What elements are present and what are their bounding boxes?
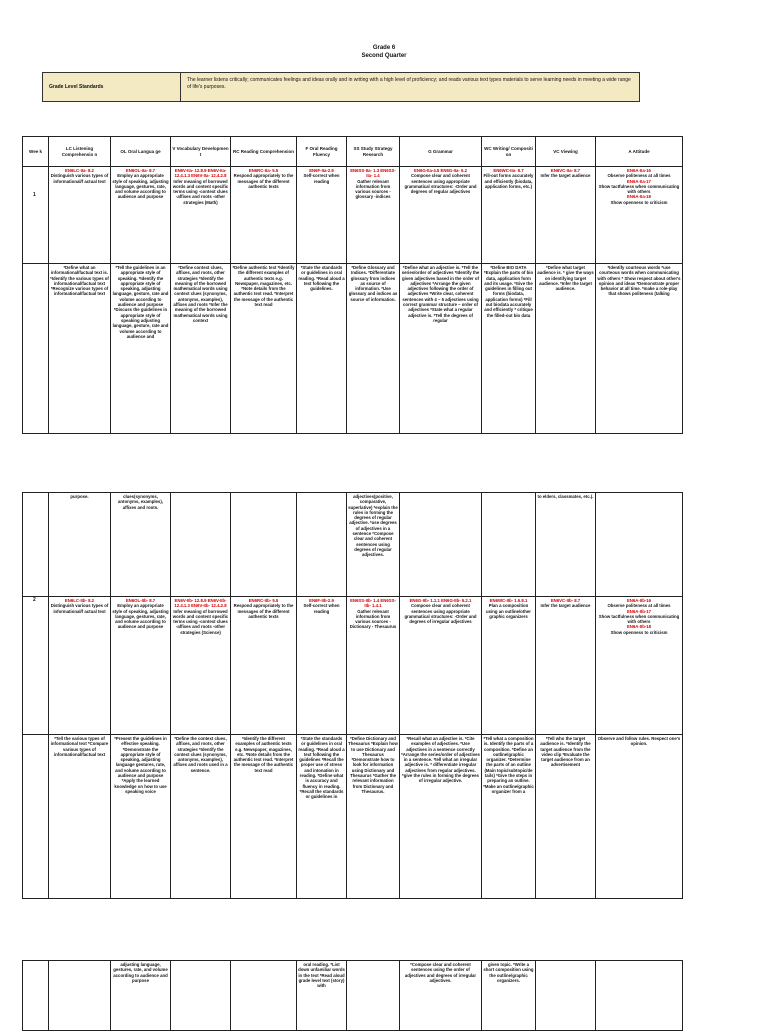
cell-text: Distinguish various types of informational/f actual text <box>50 173 109 184</box>
table-cell <box>111 167 171 264</box>
table-cell: Observe and follow rules. Respect one's opinion. <box>596 735 683 899</box>
competency-code: EN6G-IIa-4.5 EN6G-IIa- 5.2 <box>413 168 467 173</box>
table-cell <box>596 167 683 264</box>
col-a: A Attitude <box>596 137 683 167</box>
objectives-row <box>23 735 683 899</box>
competency-row <box>23 167 683 264</box>
cell-text: Compose clear and coherent sentences using appropriate grammatical structures: -Order and degrees of irregular adjectives <box>404 603 477 625</box>
table-cell: *Tell the various types of informational text *Compare various types of informational/factual text <box>49 735 111 899</box>
table-cell <box>297 597 347 735</box>
table-cell <box>49 597 111 735</box>
quarter-title: Second Quarter <box>361 53 407 59</box>
table-cell <box>482 493 536 597</box>
table-cell: *Define what an adjective is. *Tell the series/order of adjectives *Identify the given adjectives based in the order of adjectives *Arrange the given adjectives following the order of adjectives *Write clear, coherent sentences with 4 – 5 adjectives using correct grammar structure – order of adjectives *State what a regular adjective is. *Tell the degrees of regular <box>400 264 482 434</box>
cell-text: Gather relevant information from various sources -glossary -indices <box>355 178 391 200</box>
col-v: V Vocabulary Developmen t <box>171 137 231 167</box>
table-cell <box>400 493 482 597</box>
table-cell: *Define the context clues, affixes, and roots, other strategies *Identify the context clues (synonyms, antonyms, examples), affixes and roots used in a sentence. <box>171 735 231 899</box>
table-cell <box>23 264 49 434</box>
table-cell: *State the standards or guidelines in oral reading. *Read aloud a text following the guidelines. <box>297 264 347 434</box>
table-cell: *Define authentic text *Identify the different examples of authentic texts e.g. Newspaper, magazines, etc. *Note details from the authentic text read. *Interpret the message of the authentic text read <box>231 264 297 434</box>
table-cell <box>23 735 49 899</box>
table-cell <box>231 961 297 1031</box>
competency-code: EN6OL-IIa- 8.7 <box>125 168 156 173</box>
cell-text: Employ an appropriate style of speaking, adjusting language, gestures, rate, and volume according to audience and purpose <box>112 173 169 200</box>
competency-code: EN6A-IIa-18 <box>627 194 651 200</box>
cell-text: Self-correct when reading <box>303 603 340 614</box>
table-cell: *State the standards or guidelines in oral reading. *Read aloud a text following the guidelines *Recall the proper use of stress and intonation in reading. *Define what is accuracy and fluency in reading. *Recall the standards or guidelines in <box>297 735 347 899</box>
competency-code: EN6A-IIb-17 <box>626 608 652 614</box>
objectives-row <box>23 264 683 434</box>
cell-text: Fill-out forms accurately and efficiently (biodata, application forms, etc.) <box>483 173 534 189</box>
table-cell <box>49 167 111 264</box>
table-cell: *Define Glossary and Indices. *Differentiate glossary from indices as source of information. *Use glossary and indices as source of information. <box>347 264 400 434</box>
table-cell <box>111 597 171 735</box>
continuation-row <box>23 961 683 1031</box>
competency-code: EN6WC-IIa- 8.7 <box>493 168 524 173</box>
competency-row <box>23 597 683 735</box>
table-cell <box>23 961 49 1031</box>
competency-code: EN6OL-IIb- 8.7 <box>125 598 156 603</box>
competency-code: EN6A-IIb-16 <box>626 598 652 603</box>
cell-text: Compose clear and coherent sentences using appropriate grammatical structures: -Order and degrees of regular adjectives <box>404 173 477 195</box>
standards-label: Grade Level Standards <box>43 73 181 101</box>
competency-code: EN6F-IIb-2.9 <box>309 598 334 603</box>
table-cell: adjusting language, gestures, rate, and volume according to audience and purpose <box>111 961 171 1031</box>
table-cell: given topic. *Write a short composition using the outline/graphic organizers. <box>482 961 536 1031</box>
competency-code: EN6WC-IIb- 1.6.8.1 <box>489 598 528 603</box>
competency-code: EN6SS-IIa- 1.3 EN6SS-IIa- 1.4 <box>350 168 396 179</box>
col-lc: LC Listening Comprehensio n <box>49 137 111 167</box>
table-cell <box>400 597 482 735</box>
table-cell <box>482 597 536 735</box>
col-f: F Oral Reading Fluency <box>297 137 347 167</box>
cell-text: Employ an appropriate style of speaking, adjusting language, gestures, rate, and volume according to audience and purpose <box>112 603 169 630</box>
table-cell <box>400 167 482 264</box>
cell-text: Self-correct when reading <box>303 173 340 184</box>
cell-text: Show openness to criticism <box>610 629 668 635</box>
competency-code: EN6RC-IIa- 5.5 <box>248 168 279 173</box>
curriculum-table-cont <box>22 960 683 1031</box>
col-ol: OL Oral Langua ge <box>111 137 171 167</box>
week-number: 2 <box>23 597 49 735</box>
curriculum-table-week2 <box>22 492 683 899</box>
table-cell <box>171 961 231 1031</box>
table-cell: purpose. <box>49 493 111 597</box>
cell-text: Infer the target audience <box>540 603 591 609</box>
competency-code: EN6LC-IIa- 8.2 <box>65 168 94 173</box>
cell-text: Show tactfulness when communicating with others <box>598 613 680 625</box>
grade-title: Grade 6 <box>372 45 396 51</box>
table-cell <box>536 167 596 264</box>
cell-text: Respond appropriately to the messages of the different authentic texts <box>233 603 294 619</box>
table-cell: *Compose clear and coherent sentences using the order of adjectives and degrees of irregular adjectives. <box>400 961 482 1031</box>
competency-code: EN6SS-IIb- 1.4 EN6SS-IIb- 1.4.1 <box>350 598 396 609</box>
col-g: G Grammar <box>400 137 482 167</box>
cell-text: Respond appropriately to the messages of the different authentic texts <box>233 173 294 189</box>
col-ss: SS Study Strategy Research <box>347 137 400 167</box>
table-cell: *Identify the different examples of authentic texts e.g. Newspaper, magazines, etc. *Note details from the authentic text read. *Interpret the message of the authentic text read <box>231 735 297 899</box>
table-cell: *Tell who the target audience is. *Identify the target audience from the video clip *Evaluate the target audience from an advertisement <box>536 735 596 899</box>
table-cell: *Recall what an adjective is. *Cite examples of adjectives. *Use adjectives in a sentence correctly *Arrange the series/order of adjectives in a sentence. *tell what an irregular adjective is. * differentiate irregular adjectives from regular adjectives. *give the rules in forming the degrees of irregular adjective. <box>400 735 482 899</box>
col-week: Wee k <box>23 137 49 167</box>
competency-code: EN6VC-IIa- 8.7 <box>550 168 581 173</box>
table-cell <box>171 597 231 735</box>
cell-text: Observe politeness at all times <box>607 173 671 179</box>
competency-code: EN6G-IIb- 1.1.1 EN6G-IIb- 5.2.1 <box>409 598 472 603</box>
cell-text: Show tactfulness when communicating with others <box>598 183 680 195</box>
competency-code: EN6V-IIb- 12.8.9 EN6V-IIb- 12.4.1.3 EN6V-IIb- 12.4.2.8 <box>174 598 227 609</box>
competency-code: EN6F-IIa-2.9 <box>309 168 334 173</box>
cell-text: Infer meaning of borrowed words and content specific terms using -context clues -affixes and roots -other strategies (Math) <box>172 178 229 205</box>
table-cell <box>231 493 297 597</box>
cell-text: Plan a composition using an outline/other graphic organizers <box>486 603 531 619</box>
competency-code: EN6A-IIa-16 <box>627 168 651 173</box>
table-cell <box>297 493 347 597</box>
table-cell: clues(synonyms, antonyms, examples), affixes and roots. <box>111 493 171 597</box>
header-row <box>23 137 683 167</box>
table-cell <box>347 597 400 735</box>
continuation-row <box>23 493 683 597</box>
table-cell: to elders, classmates, etc.). <box>536 493 596 597</box>
competency-code: EN6VC-IIb- 8.7 <box>550 598 581 603</box>
table-cell <box>297 167 347 264</box>
col-vc: VC Viewing <box>536 137 596 167</box>
cell-text: Show openness to criticism <box>610 199 668 205</box>
table-cell <box>49 961 111 1031</box>
table-cell <box>347 961 400 1031</box>
cell-text: Distinguish various types of informational/f actual text <box>50 603 109 614</box>
cell-text: Gather relevant information from various sources -Dictionary - Thesaurus <box>349 608 397 630</box>
table-cell: adjectives(positive, comparative, superlative) *explain the rules in forming the degrees of regular adjective. *use degrees of adjectives in a sentence *Compose clear and coherent sentences using degrees of regular adjectives. <box>347 493 400 597</box>
cell-text: Infer the target audience <box>540 173 591 179</box>
table-cell: *Define Dictionary and Thesaurus *Explain how to use Dictionary and Thesaurus *Demonstrate how to look for information using Dictionary and Thesaurus *Gather the relevant information from Dictionary and Thesaurus. <box>347 735 400 899</box>
table-cell <box>171 167 231 264</box>
table-cell: *Define what an informational/factual text is. *Identify the various types of informational/factual text *Recognize various types of informational/factual text <box>49 264 111 434</box>
table-cell <box>596 597 683 735</box>
table-cell: *Define BIO DATA *Explain the parts of bio data, application form and its usage. *Give the guidelines in filling out forms (biodata, application forms) *Fill out biodata accurately and efficiently * critique the filled-out bio data <box>482 264 536 434</box>
table-cell <box>536 597 596 735</box>
table-cell: *Present the guidelines in effective speaking. *Demonstrate the appropriate style of speaking, adjusting language gestures, rate, and volume according to audience and purpose *Apply the learned knowledge on how to use speaking voice <box>111 735 171 899</box>
table-cell: *Tell what a composition is. Identify the parts of a composition. *Define an outline/graphic organizer. *Determine the parts of an outline (Main topic/subtopic/de tails) *Give the steps in preparing an outline. *Make an outline/graphic organizer from a <box>482 735 536 899</box>
cell-text: Infer meaning of borrowed words and content specific terms using -context clues -affixes and roots -other strategies (Science) <box>172 608 229 635</box>
competency-code: EN6RC-IIb- 5.5 <box>248 598 279 603</box>
table-cell <box>596 493 683 597</box>
table-cell <box>23 493 49 597</box>
week-number: 1 <box>23 167 49 264</box>
table-cell <box>231 597 297 735</box>
competency-code: EN6A-IIb-18 <box>626 624 652 630</box>
table-cell <box>596 961 683 1031</box>
table-cell: *Define what target audience is. * give the ways on identifying target audience. *Infer the target audience. <box>536 264 596 434</box>
table-cell <box>482 167 536 264</box>
curriculum-table-week1 <box>22 136 683 434</box>
table-cell: *Identify courteous words *use courteous words when communicating with others * Show respect about other's opinion and ideas *Demonstrate proper behavior at all time. *make a role-play that shows politeness (talking <box>596 264 683 434</box>
col-rc: RC Reading Comprehension <box>231 137 297 167</box>
table-cell <box>171 493 231 597</box>
competency-code: EN6A-IIa-17 <box>627 178 651 184</box>
cell-text: Observe politeness at all times <box>607 603 671 609</box>
standards-text: The learner listens critically; communicates feelings and ideas orally and in writing with a high level of proficiency; and reads various text types materials to serve learning needs in meeting a wide range of life's purposes. <box>187 77 631 90</box>
table-cell: oral reading. *List down unfamiliar words in the text *Read aloud grade level text (story) with <box>297 961 347 1031</box>
table-cell <box>347 167 400 264</box>
grade-level-standards <box>42 72 640 102</box>
table-cell: *Tell the guidelines in an appropriate style of speaking. *Identify the appropriate style of speaking, adjusting language, gesture, rate and volume according to audience and purpose *Discuss the guidelines in appropriate style of speaking adjusting language, gesture, rate and volume according to audience and <box>111 264 171 434</box>
competency-code: EN6V-IIa- 12.8.9 EN6V-IIa- 12.4.1.3 EN6V-IIa- 12.4.2.8 <box>174 168 227 179</box>
table-cell <box>536 961 596 1031</box>
table-cell <box>231 167 297 264</box>
competency-code: EN6LC-IIb- 8.2 <box>64 598 95 603</box>
col-wc: WC Writing/ Compositi on <box>482 137 536 167</box>
table-cell: *Define context clues, affixes, and roots, other strategies *Identify the meaning of the borrowed mathematical words using context clues (synonyms, antonyms, examples), affixes and roots *Infer the meaning of the borrowed mathematical words using context <box>171 264 231 434</box>
